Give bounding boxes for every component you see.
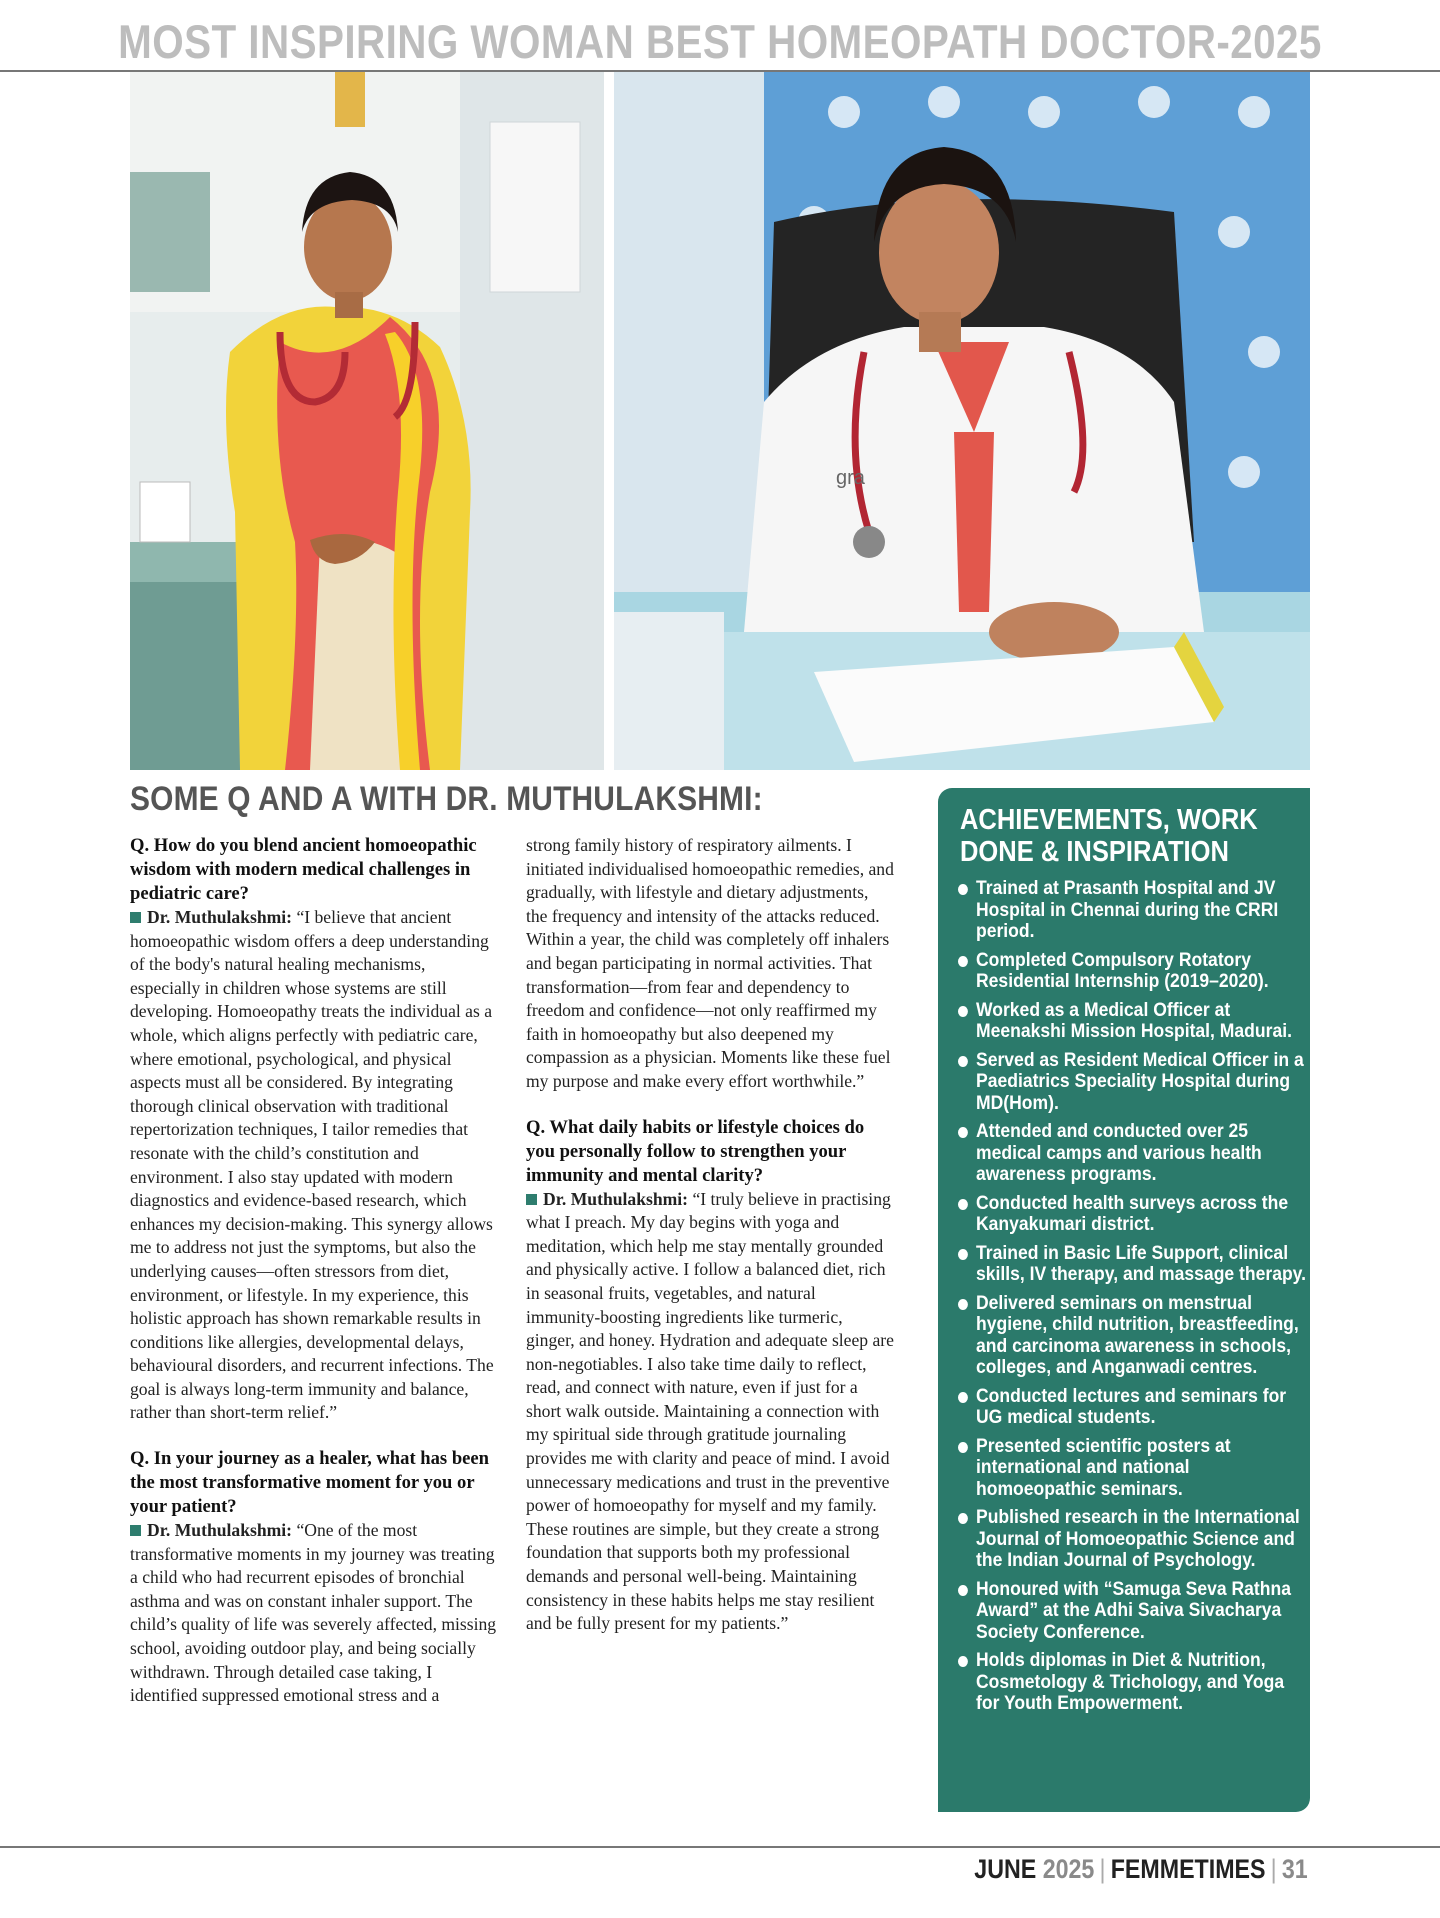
portrait-standing-saree-icon <box>130 72 604 770</box>
footer-separator: | <box>1099 1854 1106 1884</box>
square-bullet-icon <box>130 1525 141 1536</box>
square-bullet-icon <box>130 912 141 923</box>
page-number: 31 <box>1282 1854 1308 1884</box>
photo-seated-doctor <box>614 72 1310 770</box>
footer-divider <box>0 1846 1440 1848</box>
achievement-item: Conducted lectures and seminars for UG medical students. <box>958 1386 1309 1429</box>
answer-2-part2: strong family history of respiratory ailments. I initiated individualised homoeopathic remedies, and gradually, with lifestyle and dietary adjustments, the frequency and intensity of the attacks reduced. Within a year, the child was completely off inhalers and began participating in normal activities. That transformation—from fear and dependency to freedom and confidence—not only reaffirmed my faith in homoeopathy but also deepened my compassion as a physician. Moments like these fuel my purpose and make every effort worthwhile.” <box>526 835 894 1091</box>
photo-standing-doctor <box>130 72 604 770</box>
footer-month: JUNE <box>974 1854 1037 1884</box>
answer-2-text-part1: “One of the most transformative moments in my journey was treating a child who had recurrent episodes of bronchial asthma and was on constant inhaler support. The child’s quality of life was severely affected, missing school, avoiding outdoor play, and being socially withdrawn. Through detailed case taking, I identified suppressed emotional stress and a <box>130 1520 497 1706</box>
answer-3-text: “I truly believe in practising what I preach. My day begins with yoga and meditation, which help me stay mentally grounded and physically active. I follow a balanced diet, rich in seasonal fruits, vegetables, and natural immunity-boosting ingredients like turmeric, ginger, and honey. Hydration and adequate sleep are non-negotiables. I also take time daily to reflect, read, and connect with nature, even if just for a short walk outside. Maintaining a connection with my spiritual side through gratitude journaling provides me with clarity and peace of mind. I avoid unnecessary medications and trust in the preventive power of homoeopathy for myself and my family. These routines are simple, but they create a strong foundation that supports both my professional demands and personal well-being. Maintaining consistency in these habits helps me stay resilient and be fully present for my patients.” <box>526 1188 894 1634</box>
achievement-item: Delivered seminars on menstrual hygiene, child nutrition, breastfeeding, and carcinoma awareness in schools, colleges, and Anganwadi centres. <box>958 1293 1309 1379</box>
answer-3 <box>526 1188 894 1636</box>
achievement-item: Completed Compulsory Rotatory Residential Internship (2019–2020). <box>958 950 1309 993</box>
question-2: Q. In your journey as a healer, what has been the most transformative moment for you or your patient? <box>130 1448 490 1518</box>
achievement-item: Trained at Prasanth Hospital and JV Hospital in Chennai during the CRRI period. <box>958 878 1309 943</box>
footer-separator: | <box>1270 1854 1277 1884</box>
answer-1 <box>130 906 498 1425</box>
achievement-item: Holds diplomas in Diet & Nutrition, Cosmetology & Trichology, and Yoga for Youth Empowerment. <box>958 1650 1309 1715</box>
qa-heading: SOME Q AND A WITH DR. MUTHULAKSHMI: <box>130 780 763 818</box>
achievement-item: Conducted health surveys across the Kanyakumari district. <box>958 1193 1309 1236</box>
achievement-item: Published research in the International Journal of Homoeopathic Science and the Indian Journal of Psychology. <box>958 1507 1309 1572</box>
achievement-item: Served as Resident Medical Officer in a Paediatrics Speciality Hospital during MD(Hom). <box>958 1050 1309 1115</box>
sidebar-title: ACHIEVEMENTS, WORK DONE & INSPIRATION <box>960 804 1258 868</box>
speaker-name: Dr. Muthulakshmi: <box>147 1520 293 1541</box>
achievement-item: Trained in Basic Life Support, clinical skills, IV therapy, and massage therapy. <box>958 1243 1309 1286</box>
square-bullet-icon <box>526 1194 537 1205</box>
achievement-item: Presented scientific posters at international and national homoeopathic seminars. <box>958 1436 1309 1501</box>
coat-logo-text: gra <box>836 467 865 489</box>
achievements-list <box>958 878 1308 1722</box>
question-3: Q. What daily habits or lifestyle choices do you personally follow to strengthen your immunity and mental clarity? <box>526 1116 865 1186</box>
answer-1-text: “I believe that ancient homoeopathic wisdom offers a deep understanding of the body's natural healing mechanisms, especially in children whose systems are still developing. Homoeopathy treats the individual as a whole, which aligns perfectly with pediatric care, where emotional, psychological, and physical aspects must all be considered. By integrating thorough clinical observation with traditional repertorization techniques, I tailor remedies that resonate with the child’s constitution and environment. I also stay updated with modern diagnostics and evidence-based research, which enhances my decision-making. This synergy allows me to address not just the symptoms, but also the underlying causes—often stressors from diet, environment, or lifestyle. In my experience, this holistic approach has shown remarkable results in conditions like allergies, developmental delays, behavioural disorders, and recurrent infections. The goal is always long-term immunity and balance, rather than short-term relief.” <box>130 907 494 1423</box>
qa-column-1 <box>130 834 498 1708</box>
footer-year: 2025 <box>1042 1854 1095 1884</box>
achievement-item: Honoured with “Samuga Seva Rathna Award” at the Adhi Saiva Sivacharya Society Conference. <box>958 1579 1309 1644</box>
achievement-item: Worked as a Medical Officer at Meenakshi Mission Hospital, Madurai. <box>958 1000 1309 1043</box>
achievements-sidebar <box>938 788 1310 1812</box>
answer-2-part1 <box>130 1519 498 1708</box>
portrait-seated-white-coat-icon <box>614 72 1310 770</box>
speaker-name: Dr. Muthulakshmi: <box>543 1188 689 1209</box>
question-1: Q. How do you blend ancient homoeopathic wisdom with modern medical challenges in pediatric care? <box>130 835 477 904</box>
page-header-title: MOST INSPIRING WOMAN BEST HOMEOPATH DOCTOR-2025 <box>118 15 1322 68</box>
page-footer <box>975 1854 1308 1885</box>
speaker-name: Dr. Muthulakshmi: <box>147 907 293 927</box>
achievement-item: Attended and conducted over 25 medical camps and various health awareness programs. <box>958 1121 1309 1186</box>
footer-magazine: FEMMETIMES <box>1111 1854 1266 1884</box>
qa-column-2 <box>526 834 894 1636</box>
